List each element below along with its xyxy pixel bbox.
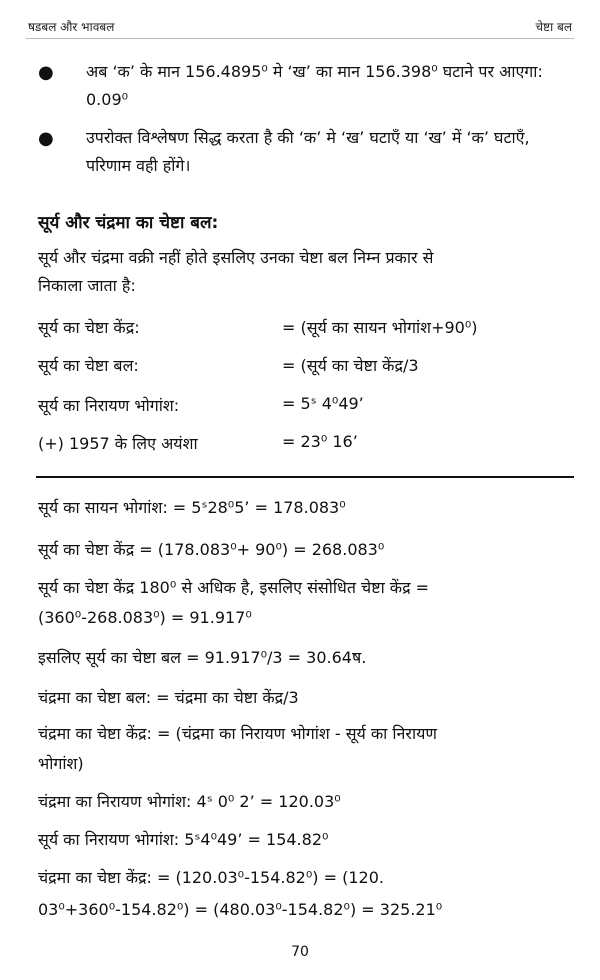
- header-rule: [26, 38, 574, 39]
- calc-line: सूर्य का चेष्टा केंद्र = (178.083⁰+ 90⁰) = 268.083⁰: [38, 540, 385, 559]
- calc-line: 03⁰+360⁰-154.82⁰) = (480.03⁰-154.82⁰) = 325.21⁰: [38, 900, 443, 919]
- running-header-left: षडबल और भावबल: [28, 20, 115, 34]
- calc-line: सूर्य का सायन भोगांश: = 5ˢ28⁰5’ = 178.083⁰: [38, 498, 346, 517]
- calc-line: सूर्य का चेष्टा केंद्र 180⁰ से अधिक है, इसलिए संसोधित चेष्टा केंद्र =: [38, 578, 430, 597]
- section-heading: सूर्य और चंद्रमा का चेष्टा बल:: [38, 213, 219, 233]
- calc-line: चंद्रमा का चेष्टा बल: = चंद्रमा का चेष्टा केंद्र/3: [38, 688, 299, 707]
- def-value: = 5ˢ 4⁰49’: [282, 394, 364, 413]
- calc-line: इसलिए सूर्य का चेष्टा बल = 91.917⁰/3 = 30.64ष.: [38, 648, 367, 667]
- calc-line: चंद्रमा का चेष्टा केंद्र: = (चंद्रमा का निरायण भोगांश - सूर्य का निरायण: [38, 724, 437, 743]
- def-label: सूर्य का चेष्टा केंद्र:: [38, 318, 140, 337]
- bullet-text: अब ‘क’ के मान 156.4895⁰ मे ‘ख’ का मान 156.398⁰ घटाने पर आएगा: 0.09⁰: [86, 62, 543, 109]
- def-value: = (सूर्य का सायन भोगांश+90⁰): [282, 318, 478, 337]
- def-label: सूर्य का निरायण भोगांश:: [38, 396, 180, 415]
- intro-line: निकाला जाता है:: [38, 276, 136, 295]
- page-number: 70: [291, 944, 309, 960]
- calc-line: चंद्रमा का चेष्टा केंद्र: = (120.03⁰-154.82⁰) = (120.: [38, 868, 384, 887]
- def-value: = 23⁰ 16’: [282, 432, 358, 451]
- calc-line: चंद्रमा का निरायण भोगांश: 4ˢ 0⁰ 2’ = 120.03⁰: [38, 792, 341, 811]
- section-divider: [36, 476, 574, 478]
- calc-line: (360⁰-268.083⁰) = 91.917⁰: [38, 608, 252, 627]
- calc-line: सूर्य का निरायण भोगांश: 5ˢ4⁰49’ = 154.82⁰: [38, 830, 329, 849]
- def-value: = (सूर्य का चेष्टा केंद्र/3: [282, 356, 419, 375]
- def-label: सूर्य का चेष्टा बल:: [38, 356, 139, 375]
- def-label: (+) 1957 के लिए अयंशा: [38, 434, 198, 453]
- running-header-right: चेष्टा बल: [535, 20, 572, 34]
- bullet-icon: ●: [38, 128, 54, 149]
- bullet-text: उपरोक्त विश्लेषण सिद्ध करता है की ‘क’ मे ‘ख’ घटाएँ या ‘ख’ में ‘क’ घटाएँ, परिणाम वही होंगे।: [86, 128, 530, 175]
- intro-line: सूर्य और चंद्रमा वक्री नहीं होते इसलिए उनका चेष्टा बल निम्न प्रकार से: [38, 248, 434, 267]
- bullet-icon: ●: [38, 62, 54, 83]
- calc-line: भोगांश): [38, 754, 84, 773]
